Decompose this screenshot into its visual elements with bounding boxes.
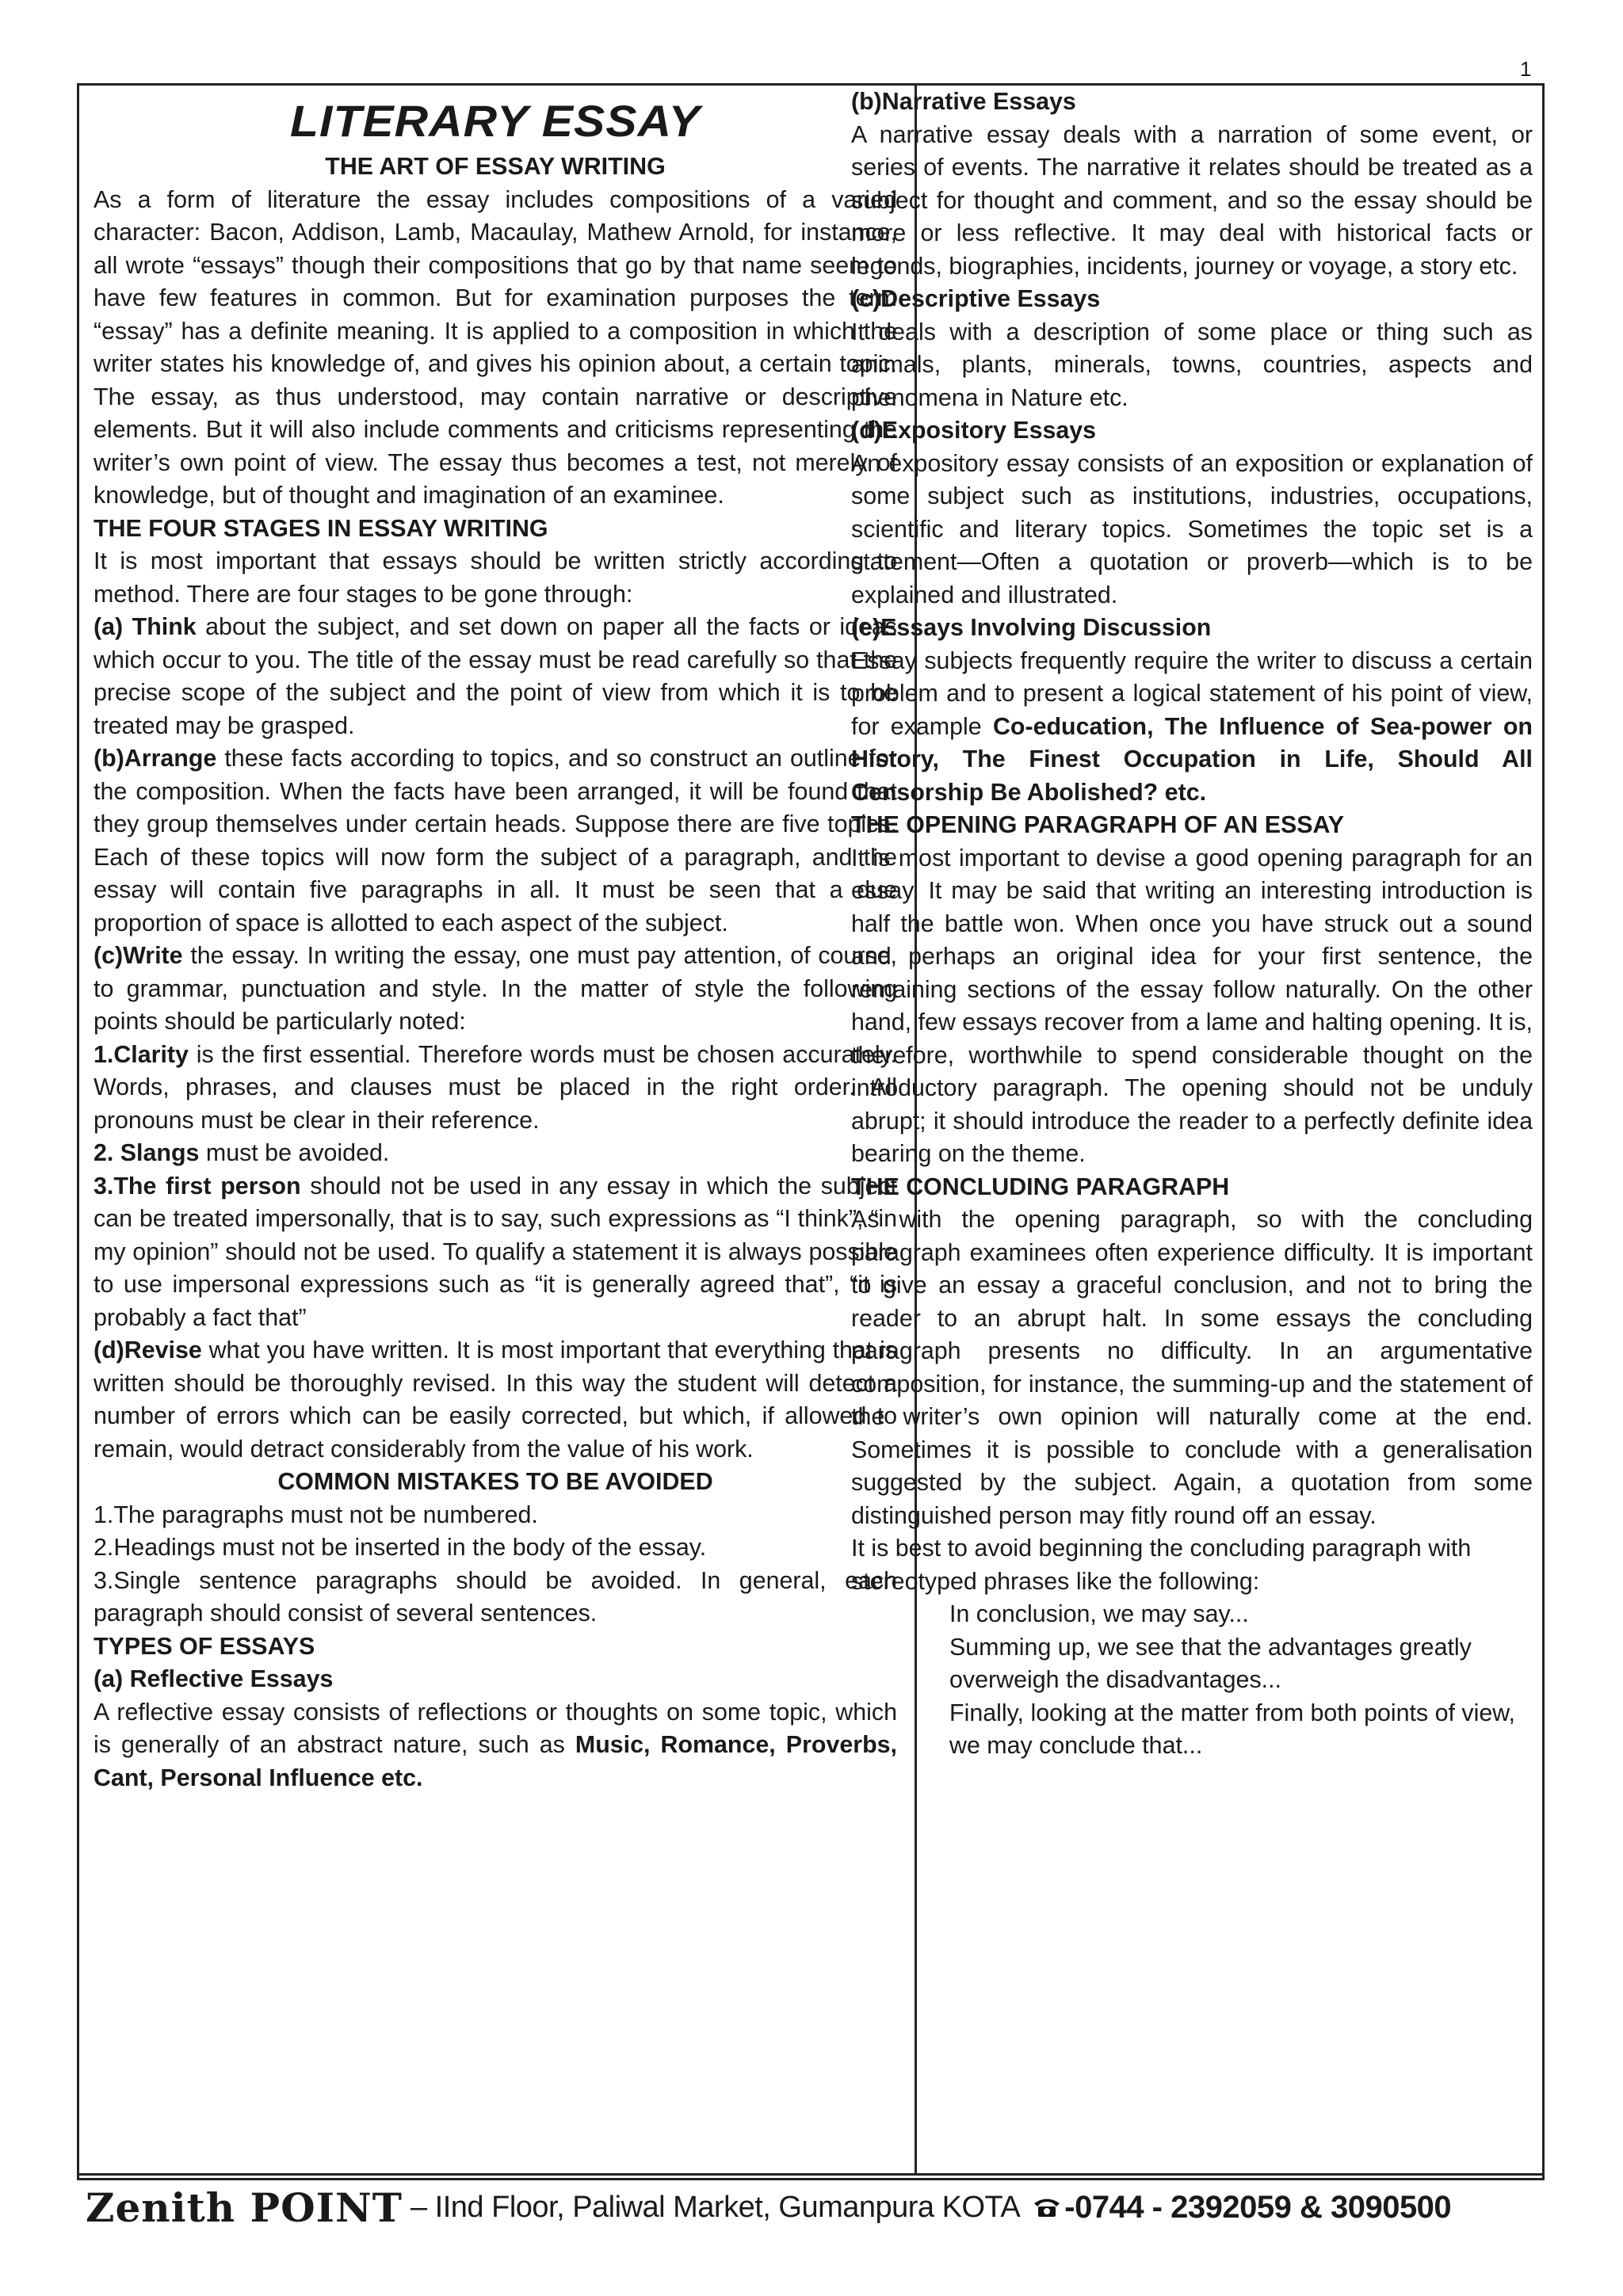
phrase-item: Summing up, we see that the advantages greatly overweigh the disadvantages... — [949, 1633, 1472, 1693]
concluding-paragraph: As with the opening paragraph, so with the concluding paragraph examinees often experience difficulty. It is important to give an essay a graceful conclusion, and not to bring the reader to an abrupt halt. In some essays the concluding paragraph presents no difficulty. In an argumentative composition, for instance, the summing-up and the statement of the writer’s own opinion will naturally come at the end. Sometimes it is possible to conclude with a generalisation suggested by the subject. Again, a quotation from some distinguished person may fitly round off an essay. — [851, 1206, 1533, 1529]
opening-paragraph: It is most important to devise a good opening paragraph for an essay. It may be said that writing an interesting introduction is half the battle won. When once you have struck out a sound and perhaps an original idea for your first sentence, the remaining sections of the essay follow naturally. On the other hand, few essays recover from a lame and halting opening. It is, therefore, worthwhile to spend considerable thought on the introductory paragraph. The opening should not be unduly abrupt; it should introduce the reader to a perfectly definite idea bearing on the theme. — [851, 844, 1533, 1167]
phrase-item: In conclusion, we may say... — [949, 1600, 1249, 1627]
page-number: 1 — [1520, 57, 1532, 81]
types-heading: TYPES OF ESSAYS — [94, 1632, 315, 1660]
right-column — [851, 86, 1533, 1763]
footer-address: – IInd Floor, Paliwal Market, Gumanpura KOTA — [410, 2190, 1021, 2224]
intro-paragraph: As a form of literature the essay includes compositions of a varied character: Bacon, Addison, Lamb, Macaulay, Mathew Arnold, for instance, all wrote “essays” though their compositions that go by that name seem to have few features in common. But for examination purposes the term “essay” has a definite meaning. It is applied to a composition in which the writer states his knowledge of, and gives his opinion about, a certain topic. The essay, as thus understood, may contain narrative or descriptive elements. But it will also include comments and criticisms representing the writer’s own point of view. The essay thus becomes a test, not merely of knowledge, but of thought and imagination of an examinee. — [94, 185, 897, 509]
stage-think: (a) Think about the subject, and set down on paper all the facts or ideas which occur to you. The title of the essay must be read carefully so that the precise scope of the subject and the point of view from which it is to be treated may be grasped. — [94, 613, 897, 739]
four-stages-intro: It is most important that essays should be written strictly according to method. There are four stages to be gone through: — [94, 547, 897, 608]
mistake-item: 1.The paragraphs must not be numbered. — [94, 1501, 538, 1528]
stage-arrange-label: (b)Arrange — [94, 745, 217, 772]
style-clarity-label: 1.Clarity — [94, 1040, 189, 1068]
style-slangs: 2. Slangs must be avoided. — [94, 1139, 390, 1166]
stage-revise-label: (d)Revise — [94, 1337, 202, 1363]
narrative-paragraph: A narrative essay deals with a narration of some event, or series of events. The narrative it relates should be treated as a subject for thought and comment, and so the essay should be more or less reflective. It may deal with historical facts or legends, biographies, incidents, journey or voyage, a story etc. — [851, 120, 1533, 280]
concluding-heading: THE CONCLUDING PARAGRAPH — [851, 1173, 1230, 1200]
mistakes-heading: COMMON MISTAKES TO BE AVOIDED — [277, 1468, 713, 1495]
descriptive-paragraph: It deals with a description of some place or thing such as animals, plants, minerals, towns, countries, aspects and phenomena in Nature etc. — [851, 318, 1533, 411]
footer-bar — [86, 2183, 1537, 2232]
discussion-paragraph: Essay subjects frequently require the writer to discuss a certain problem and to present a logical statement of his point of view, for example Co-education, The Influence of Sea-power on History, The Finest Occupation in Life, Should All Censorship Be Abolished? etc. — [851, 646, 1533, 806]
mistake-item: 3.Single sentence paragraphs should be avoided. In general, each paragraph should consist of several sentences. — [94, 1566, 897, 1627]
telephone-icon — [1033, 2196, 1061, 2218]
style-first-person: 3.The first person should not be used in any essay in which the subject can be treated impersonally, that is to say, such expressions as “I think”, “in my opinion” should not be used. To qualify a statement it is always possible to use impersonal expressions such as “it is generally agreed that”, “it is probably a fact that” — [94, 1172, 897, 1331]
descriptive-heading: (c)Descriptive Essays — [851, 285, 1101, 312]
reflective-paragraph: A reflective essay consists of reflections or thoughts on some topic, which is generally of an abstract nature, such as Music, Romance, Proverbs, Cant, Personal Influence etc. — [94, 1698, 897, 1791]
discussion-heading: (e)Essays Involving Discussion — [851, 614, 1212, 641]
avoid-paragraph: It is best to avoid beginning the concluding paragraph with stereotyped phrases like the following: — [851, 1535, 1472, 1595]
left-column — [94, 86, 897, 2174]
narrative-heading: (b)Narrative Essays — [851, 88, 1076, 115]
stage-revise: (d)Revise what you have written. It is most important that everything that is written should be thoroughly revised. In this way the student will detect a number of errors which can be easily corrected, but which, if allowed to remain, would detract considerably from the value of his work. — [94, 1337, 897, 1463]
mistake-item: 2.Headings must not be inserted in the body of the essay. — [94, 1534, 707, 1561]
footer-phone: -0744 - 2392059 & 3090500 — [1064, 2189, 1452, 2225]
stage-write-label: (c)Write — [94, 942, 183, 969]
style-slangs-label: 2. Slangs — [94, 1139, 200, 1166]
stage-write: (c)Write the essay. In writing the essay, one must pay attention, of course, to grammar, punctuation and style. In the matter of style the following points should be particularly noted: — [94, 942, 897, 1035]
style-first-person-label: 3.The first person — [94, 1172, 301, 1199]
expository-heading: (d)Expository Essays — [851, 417, 1097, 444]
reflective-heading: (a) Reflective Essays — [94, 1665, 334, 1692]
stage-think-label: (a) Think — [94, 613, 197, 640]
page-frame — [77, 83, 1545, 2180]
expository-paragraph: An expository essay consists of an exposition or explanation of some subject such as institutions, industries, occupations, scientific and literary topics. Sometimes the topic set is a statement—Often a quotation or proverb—which is to be explained and illustrated. — [851, 449, 1533, 608]
stage-arrange: (b)Arrange these facts according to topics, and so construct an outline for the composition. When the facts have been arranged, it will be found that they group themselves under certain heads. Suppose there are five topics. Each of these topics will now form the subject of a paragraph, and the essay will contain five paragraphs in all. It must be seen that a due proportion of space is allotted to each aspect of the subject. — [94, 745, 897, 936]
style-clarity: 1.Clarity is the first essential. Therefore words must be chosen accurately. Words, phrases, and clauses must be placed in the right order. All pronouns must be clear in their reference. — [94, 1040, 897, 1134]
four-stages-heading: THE FOUR STAGES IN ESSAY WRITING — [94, 514, 548, 542]
opening-heading: THE OPENING PARAGRAPH OF AN ESSAY — [851, 811, 1344, 838]
discussion-examples: Co-education, The Influence of Sea-power on History, The Finest Occupation in Life, Should All Censorship Be Abolished? etc. — [851, 712, 1533, 806]
subtitle: THE ART OF ESSAY WRITING — [325, 153, 666, 180]
phrase-item: Finally, looking at the matter from both points of view, we may conclude that... — [949, 1699, 1515, 1759]
reflective-examples: Music, Romance, Proverbs, Cant, Personal Influence etc. — [94, 1731, 897, 1791]
brand-logo: Zenith POINT — [86, 2183, 403, 2231]
page-title: LITERARY ESSAY — [290, 96, 701, 146]
